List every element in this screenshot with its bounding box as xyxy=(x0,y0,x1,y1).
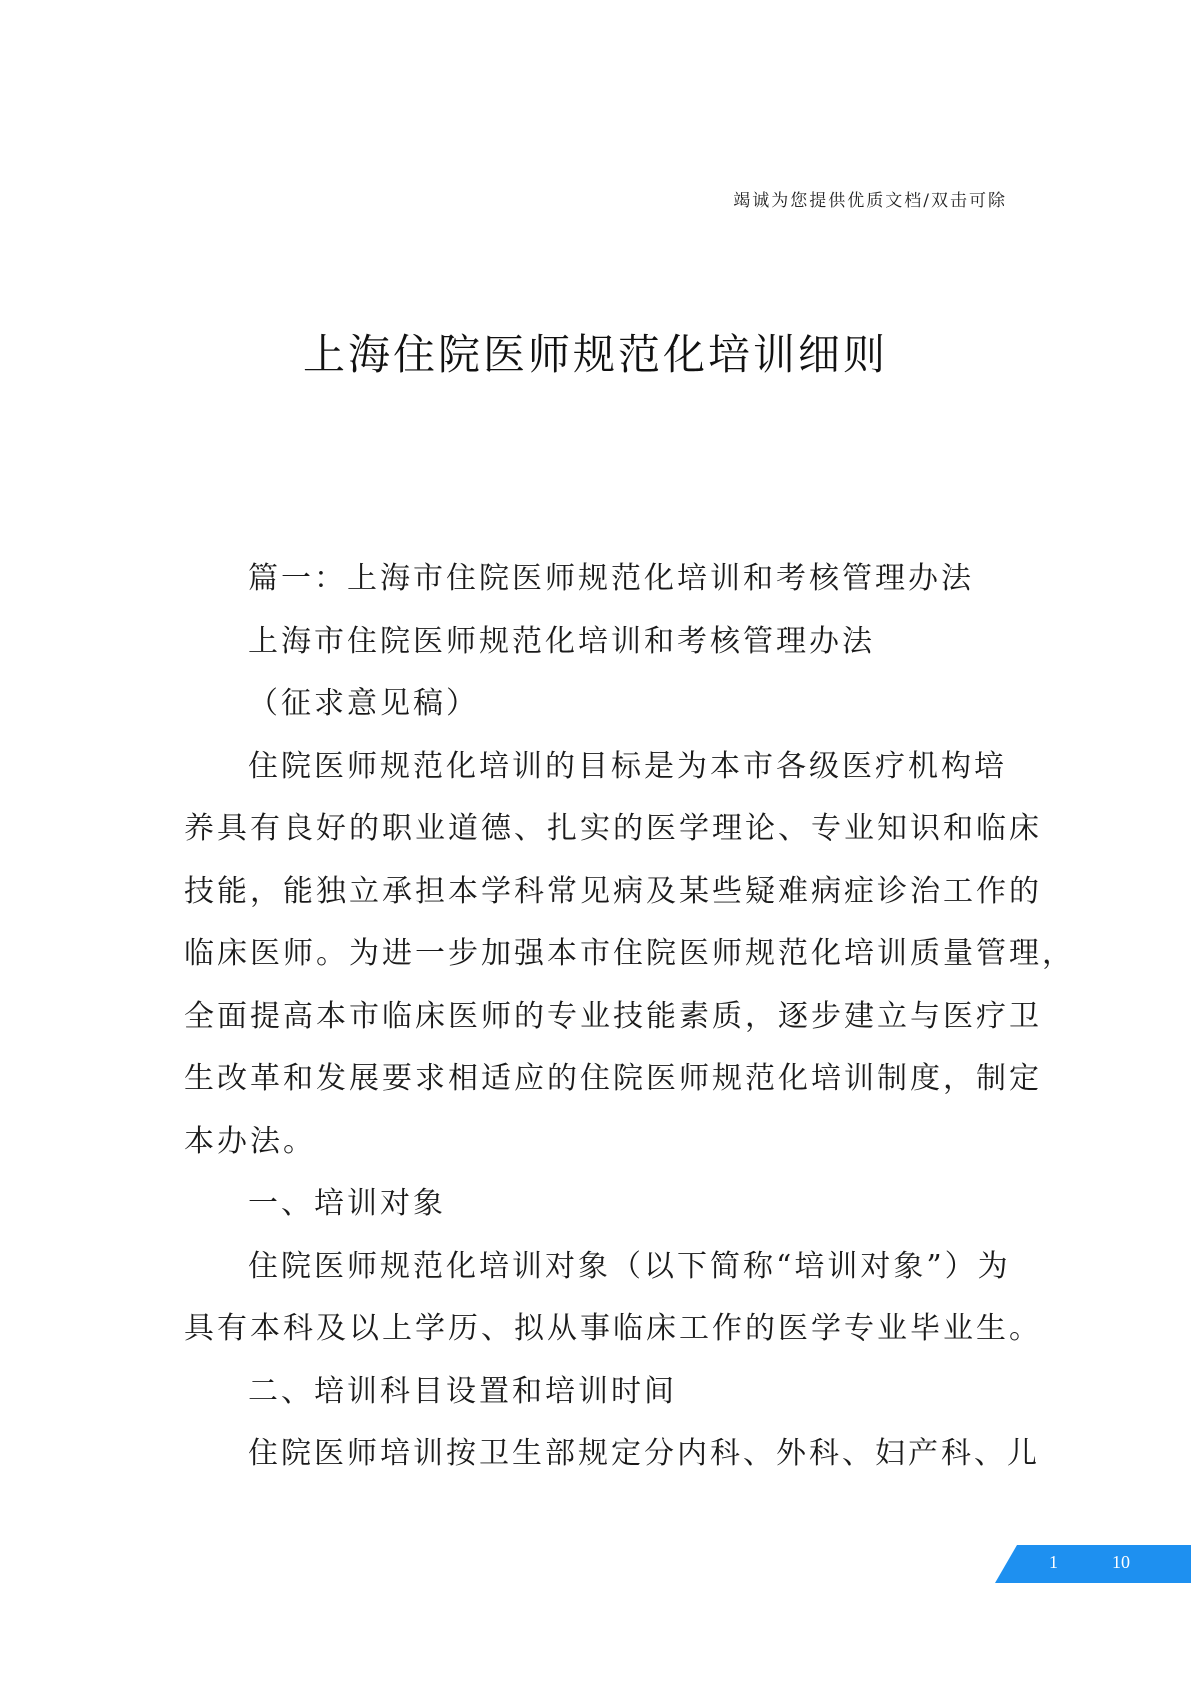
paragraph-line: 全面提高本市临床医师的专业技能素质，逐步建立与医疗卫 xyxy=(184,998,1042,1034)
document-body xyxy=(184,548,1075,1486)
page-indicator xyxy=(995,1545,1191,1583)
paragraph-line: 养具有良好的职业道德、扎实的医学理论、专业知识和临床 xyxy=(184,811,1042,846)
page-badge-shape xyxy=(995,1545,1191,1583)
section-heading: 二、培训科目设置和培训时间 xyxy=(248,1373,677,1409)
section-heading: 一、培训对象 xyxy=(248,1186,446,1221)
current-page-number: 1 xyxy=(1049,1552,1058,1572)
paragraph-line: 具有本科及以上学历、拟从事临床工作的医学专业毕业生。 xyxy=(184,1311,1042,1346)
paragraph-line: 临床医师。为进一步加强本市住院医师规范化培训质量管理， xyxy=(184,936,1075,971)
paragraph-line: 技能，能独立承担本学科常见病及某些疑难病症诊治工作的 xyxy=(184,873,1042,909)
paragraph-line: 住院医师规范化培训对象（以下简称“培训对象”）为 xyxy=(248,1248,1011,1284)
paragraph-line: 住院医师规范化培训的目标是为本市各级医疗机构培 xyxy=(248,748,1007,784)
paragraph-line: 篇一：上海市住院医师规范化培训和考核管理办法 xyxy=(248,561,974,596)
paragraph-line: 生改革和发展要求相适应的住院医师规范化培训制度，制定 xyxy=(184,1061,1042,1096)
paragraph-line: 住院医师培训按卫生部规定分内科、外科、妇产科、儿 xyxy=(248,1436,1040,1471)
total-pages-number: 10 xyxy=(1112,1552,1130,1572)
paragraph-line: 上海市住院医师规范化培训和考核管理办法 xyxy=(248,623,875,659)
document-title: 上海住院医师规范化培训细则 xyxy=(302,330,888,379)
paragraph-line: （征求意见稿） xyxy=(248,686,479,721)
header-note: 竭诚为您提供优质文档/双击可除 xyxy=(733,191,1007,211)
paragraph-line: 本办法。 xyxy=(184,1123,316,1159)
